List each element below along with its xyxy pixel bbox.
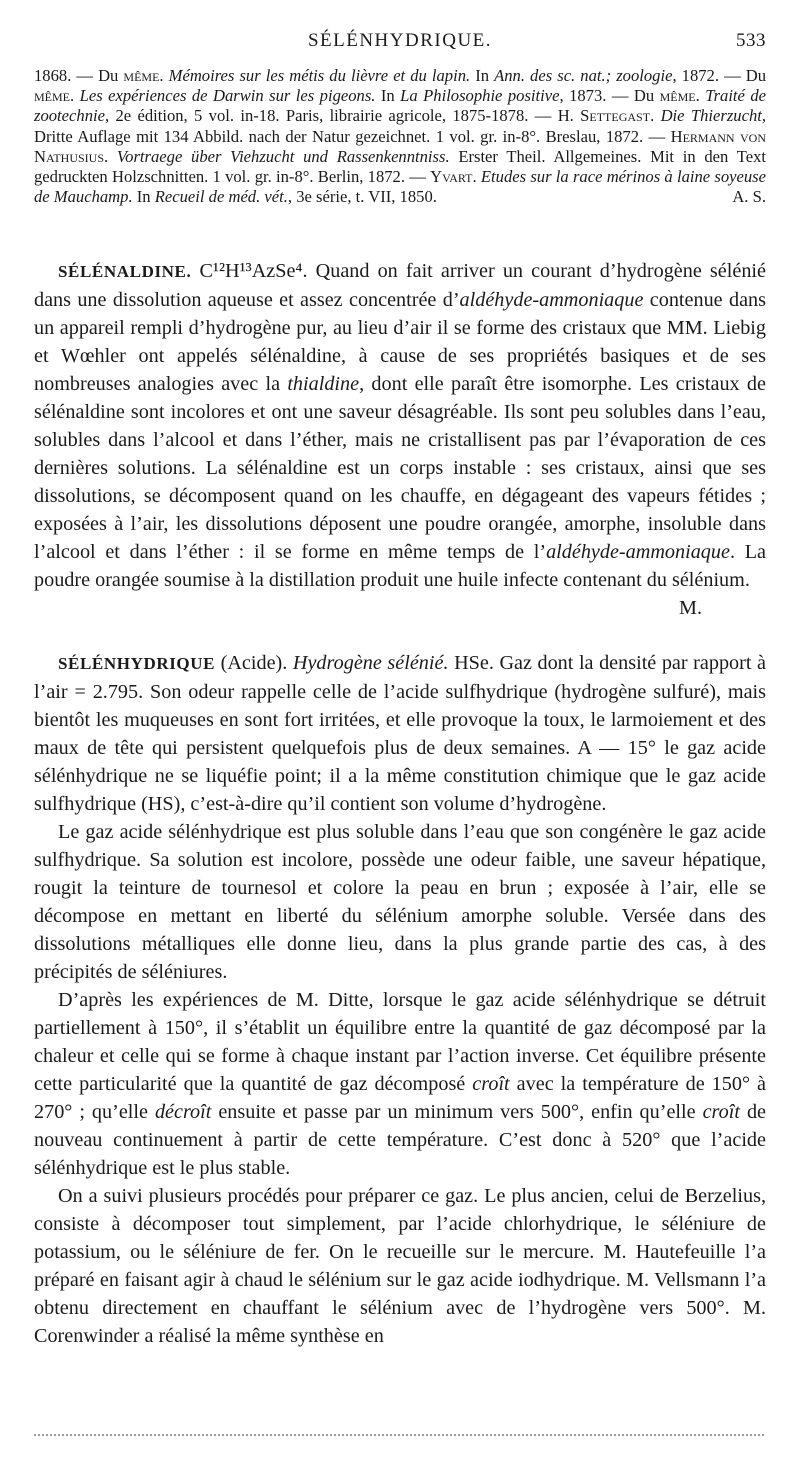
footer-rule xyxy=(34,1434,764,1436)
biblio-journal: Recueil de méd. vét. xyxy=(154,187,288,207)
biblio-title: Vortraege über Viehzucht und Rassenkenntniss. xyxy=(116,146,450,166)
biblio-title: Mémoires sur les métis du lièvre et du lapin. xyxy=(168,66,471,85)
body-text: ensuite et passe par un minimum vers 500°, enfin qu’elle xyxy=(211,1101,703,1123)
italic-term: croît xyxy=(702,1101,740,1123)
body-text: (Acide). xyxy=(215,652,293,674)
body-text: , dont elle paraît être isomorphe. Les cristaux de sélénaldine sont incolores et ont une saveur désagréable. Ils sont peu solubles dans l’eau, solubles dans l’alcool et dans l’éther, mais ne cristallisent pas par l’évaporation de ces dernières solutions. La sélénaldine est un corps instable : ses cristaux, ainsi que ses dissolutions, se décomposent quand on les chauffe, en dégageant des vapeurs fétides ; exposées à l’air, les dissolutions déposent une poudre orangée, amorphe, insoluble dans l’alcool et dans l’éther : il se forme en même temps de l’ xyxy=(34,373,766,563)
biblio-text: 1868. — xyxy=(34,66,99,85)
selenhydrique-paragraph-4: On a suivi plusieurs procédés pour préparer ce gaz. Le plus ancien, celui de Berzelius, consiste à décomposer tout simplement, par l’acide chlorhydrique, le séléniure de potassium, ou le séléniure de fer. On le recueille sur le mercure. M. Hautefeuille l’a préparé en faisant agir à chaud le sélénium sur le gaz acide iodhydrique. M. Vellsmann l’a obtenu directement en chauffant le sélénium avec de l’hydrogène vers 500°. M. Corenwinder a réalisé la même synthèse en xyxy=(34,1185,766,1347)
chemical-formula: C¹²H¹³AzSe⁴. xyxy=(191,260,316,282)
biblio-text: , 2e édition, 5 vol. in-18. Paris, librairie agricole, 1875-1878. — H. xyxy=(104,106,581,126)
italic-term: aldéhyde-ammoniaque xyxy=(459,289,644,311)
biblio-author: même xyxy=(34,86,70,106)
biblio-text: Du xyxy=(745,66,767,85)
biblio-author: même xyxy=(123,66,160,85)
entry-selenaldine xyxy=(34,257,766,622)
body-text: D’après les expériences de M. Ditte, lorsque le gaz acide sélénhydrique se détruit partiellement à 150°, il s’établit un équilibre entre la quantité de gaz décomposé par la chaleur et celle qui se forme à chaque instant par l’action inverse. Cet équilibre présente cette particularité que la quantité de gaz décomposé xyxy=(34,989,766,1095)
biblio-journal: La Philosophie positive xyxy=(400,86,560,106)
entry-selenhydrique xyxy=(34,649,766,1350)
body-text: de nouveau continuement à partir de cette température. C’est donc à 520° que l’acide sélénhydrique est le plus stable. xyxy=(34,1101,767,1179)
biblio-author: même xyxy=(659,86,696,106)
italic-term: thialdine xyxy=(287,373,360,395)
biblio-title: Die Thierzucht xyxy=(660,106,762,126)
biblio-text: . xyxy=(472,167,481,187)
running-title: SÉLÉNHYDRIQUE. xyxy=(307,30,493,51)
biblio-text: Du xyxy=(633,86,660,106)
entry-heading: SÉLÉNHYDRIQUE xyxy=(58,654,216,673)
entry-heading: SÉLÉNALDINE. xyxy=(58,262,192,281)
italic-term: Hydrogène sélénié. xyxy=(292,652,449,674)
selenhydrique-paragraph-1 xyxy=(34,649,766,818)
biblio-text: . xyxy=(650,106,661,126)
biblio-text: In xyxy=(132,187,155,207)
biblio-title: Traité de zootechnie xyxy=(34,86,767,126)
biblio-text: , 1873. — xyxy=(559,86,634,106)
page-number: 533 xyxy=(736,30,766,51)
biblio-journal: Ann. des sc. nat.; zoologie xyxy=(494,66,673,85)
body-text: avec la température de 150° à 270° ; qu’elle xyxy=(34,1073,766,1123)
entry-signature: M. xyxy=(679,597,702,619)
body-text: . La poudre orangée soumise à la distillation produit une huile infecte contenant du sélénium. xyxy=(34,541,766,591)
biblio-text: Du xyxy=(98,66,124,85)
biblio-text: , 3e série, t. VII, 1850. xyxy=(287,187,437,207)
biblio-text: Erster Theil. Allgemeines. Mit in den Text gedruckten Holzschnitten. 1 vol. gr. in-8°. Berlin, 1872. — xyxy=(34,146,767,187)
biblio-text: . xyxy=(159,66,169,85)
selenhydrique-paragraph-3 xyxy=(34,986,766,1182)
biblio-title: Les expériences de Darwin sur les pigeons. xyxy=(79,86,376,106)
biblio-text: . xyxy=(104,146,117,166)
biblio-author: Yvart xyxy=(430,167,473,187)
biblio-signature: A. S. xyxy=(732,187,766,207)
selenaldine-paragraph xyxy=(34,257,766,619)
biblio-text: In xyxy=(470,66,495,85)
biblio-text: . xyxy=(70,86,80,106)
biblio-text: . xyxy=(695,86,706,106)
biblio-text: In xyxy=(375,86,401,106)
biblio-title: Etudes sur la race mérinos à laine soyeuse de Mauchamp. xyxy=(34,167,767,207)
running-header xyxy=(34,30,766,56)
selenhydrique-paragraph-2: Le gaz acide sélénhydrique est plus soluble dans l’eau que son congénère le gaz acide sulfhydrique. Sa solution est incolore, possède une odeur faible, une saveur hépatique, rougit la teinture de tournesol et colore la peau en brun ; exposée à l’air, elle se décompose en mettant en liberté du sélénium amorphe soluble. Versée dans des dissolutions métalliques elle donne lieu, dans la plus grande partie des cas, à des précipités de séléniures. xyxy=(34,821,766,983)
body-text: HSe. Gaz dont la densité par rapport à l’air = 2.795. Son odeur rappelle celle de l’acide sulfhydrique (hydrogène sulfuré), mais bientôt les muqueuses en sont fort irritées, et elle provoque la toux, le larmoiement et des maux de tête qui persistent quelquefois plus de deux semaines. A — 15° le gaz acide sélénhydrique ne se liquéfie point; il a la même constitution chimique que le gaz acide sulfhydrique (HS), c’est-à-dire qu’il contient son volume d’hydrogène. xyxy=(34,652,766,815)
italic-term: décroît xyxy=(154,1101,212,1123)
biblio-author: Settegast xyxy=(580,106,651,126)
body-text: Quand on fait arriver un courant d’hydrogène sélénié dans une dissolution aqueuse et assez concentrée d’ xyxy=(34,260,766,311)
body-text: contenue dans un appareil rempli d’hydrogène pur, au lieu d’air il se forme des cristaux que MM. Liebig et Wœhler ont appelés sélénaldine, à cause de ses propriétés basiques et de ses nombreuses analogies avec la xyxy=(34,289,766,395)
biblio-author: Hermann von Nathusius xyxy=(34,126,766,166)
italic-term: aldéhyde-ammoniaque xyxy=(546,541,730,563)
biblio-text: , Dritte Auflage mit 134 Abbild. nach der Natur gezeichnet. 1 vol. gr. in-8°. Breslau, 1872. — xyxy=(34,106,767,146)
biblio-text: , 1872. — xyxy=(672,66,746,85)
bibliography-block xyxy=(34,66,766,207)
italic-term: croît xyxy=(472,1073,510,1095)
